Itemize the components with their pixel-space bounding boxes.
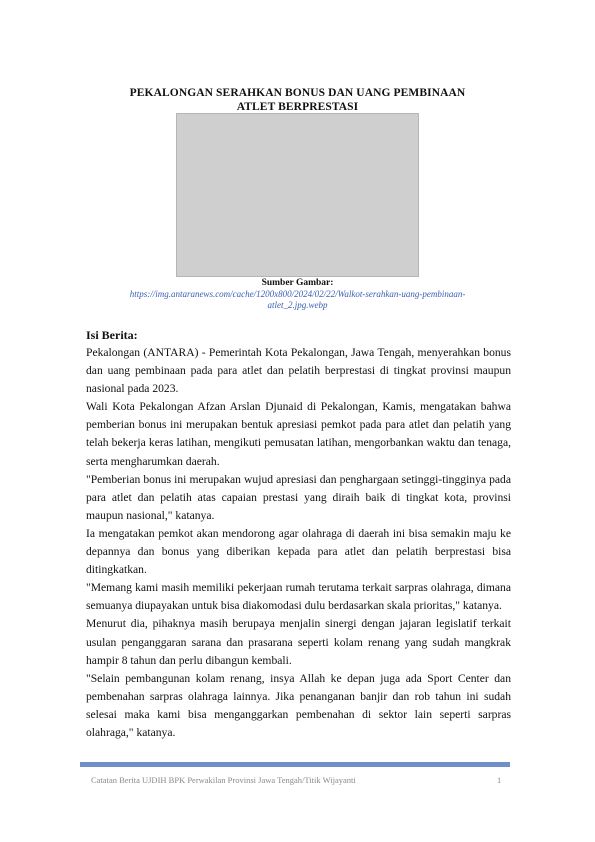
image-source-label: Sumber Gambar: [261, 278, 334, 288]
article-body [86, 344, 511, 742]
article-title [0, 86, 595, 114]
paragraph-7: "Selain pembangunan kolam renang, insya Allah ke depan juga ada Sport Center dan pembenahan sarpras olahraga lainnya. Jika penanganan banjir dan rob tahun ini sudah selesai maka kami bisa menganggarkan pembenahan di sektor lain seperti sarpras olahraga," katanya. [86, 671, 511, 739]
footer-divider [80, 762, 510, 767]
footer-text: Catatan Berita UJDIH BPK Perwakilan Provinsi Jawa Tengah/Titik Wijayanti [91, 775, 356, 785]
image-source-url-line-1[interactable]: https://img.antaranews.com/cache/1200x800/2024/02/22/Walkot-serahkan-uang-pembinaan- [129, 289, 466, 299]
image-source-link[interactable] [100, 289, 495, 311]
article-title-line-1: PEKALONGAN SERAHKAN BONUS DAN UANG PEMBINAAN [129, 87, 466, 99]
paragraph-5: "Memang kami masih memiliki pekerjaan rumah terutama terkait sarpras olahraga, dimana semuanya diupayakan untuk bisa diakomodasi dulu berdasarkan skala prioritas," katanya. [86, 581, 511, 613]
article-title-line-2: ATLET BERPRESTASI [236, 101, 359, 113]
section-label: Isi Berita: [86, 328, 138, 342]
paragraph-4: Ia mengatakan pemkot akan mendorong agar olahraga di daerah ini bisa semakin maju ke depannya dan bonus yang diberikan kepada para atlet dan pelatih berprestasi bisa ditingkatkan. [86, 526, 511, 577]
article-photo [176, 113, 419, 277]
paragraph-1: Pekalongan (ANTARA) - Pemerintah Kota Pekalongan, Jawa Tengah, menyerahkan bonus dan uang pembinaan pada para atlet dan pelatih berprestasi di tingkat provinsi maupun nasional pada 2023. [86, 346, 511, 396]
image-source-url-line-2[interactable]: atlet_2.jpg.webp [267, 300, 328, 310]
paragraph-3: "Pemberian bonus ini merupakan wujud apresiasi dan penghargaan setinggi-tingginya pada para atlet dan pelatih atas capaian prestasi yang diraih baik di tingkat kota, provinsi maupun nasional," katanya. [86, 472, 511, 522]
paragraph-6: Menurut dia, pihaknya masih berupaya menjalin sinergi dengan jajaran legislatif terkait usulan penganggaran sarana dan prasarana seperti kolam renang yang sudah mangkrak hampir 8 tahun dan perlu dibangun kembali. [86, 617, 511, 667]
paragraph-2: Wali Kota Pekalongan Afzan Arslan Djunaid di Pekalongan, Kamis, mengatakan bahwa pemberian bonus ini merupakan bentuk apresiasi pemkot pada para atlet dan pelatih yang telah bekerja keras latihan, mengikuti pemusatan latihan, mengorbankan waktu dan tenaga, serta mengharumkan daerah. [86, 400, 511, 468]
page-number: 1 [497, 775, 502, 785]
